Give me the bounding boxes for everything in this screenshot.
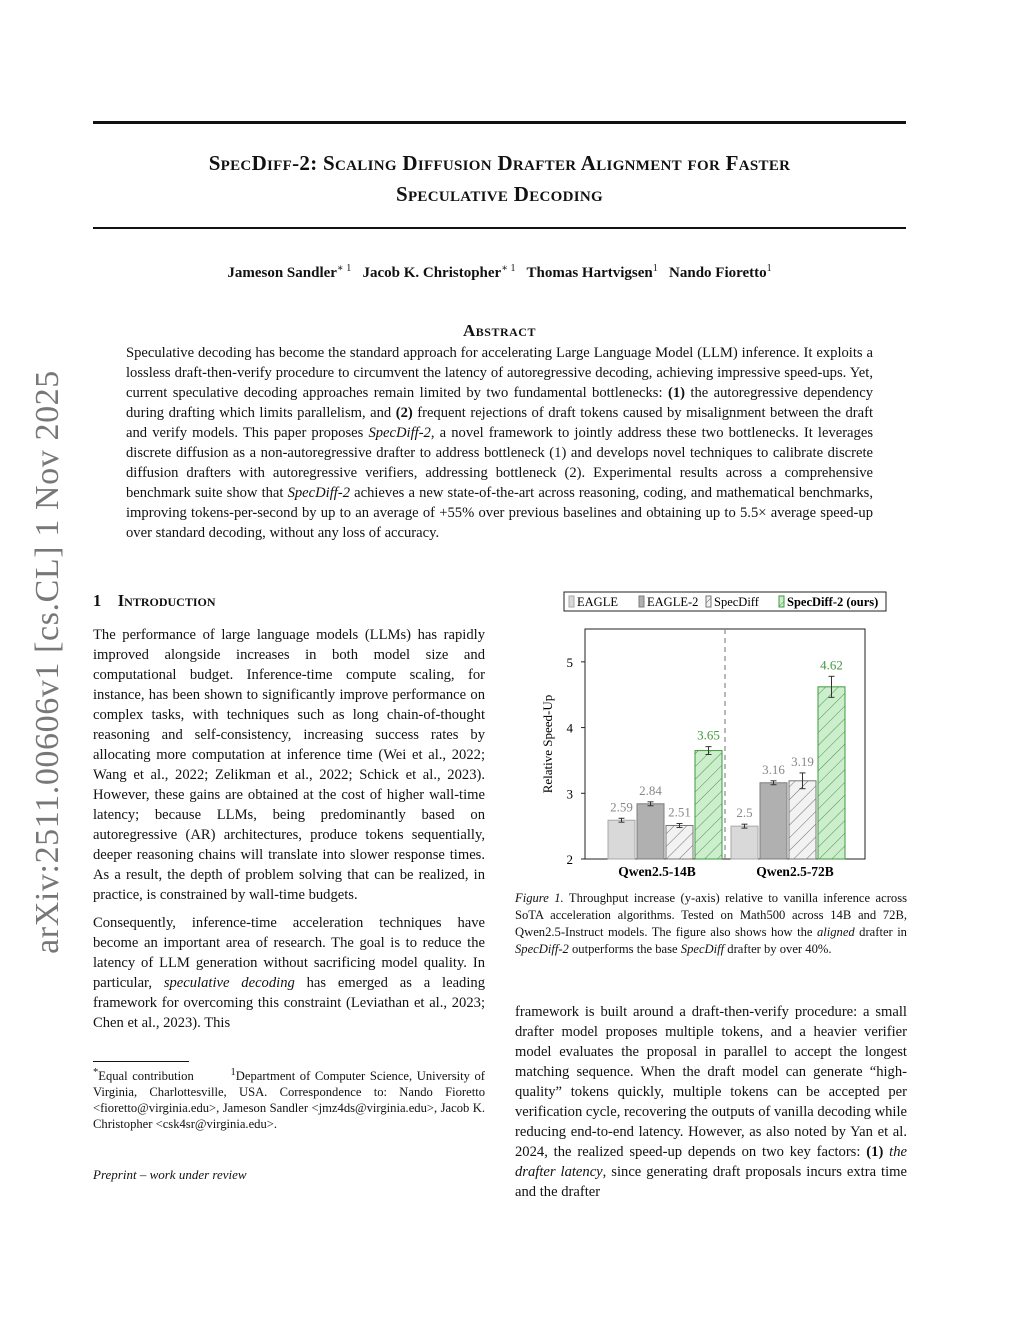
- bar-value-label: 2.59: [610, 799, 633, 815]
- intro-right-column: [515, 1002, 907, 1202]
- right-column-text: framework is built around a draft-then-verify procedure: a small drafter model proposes multiple tokens, and a heavier verifier model evaluates the proposal in parallel to accept the longest matching sequence. When the draft model can generate “high-quality” tokens quickly, multiple tokens can be accepted per verification cycle, recovering the outputs of vanilla decoding while reducing end-to-end latency. However, as also noted by Yan et al. 2024, the realized speed-up depends on two key factors:: [515, 1004, 907, 1160]
- legend-label: EAGLE-2: [647, 595, 699, 609]
- bar-value-label: 2.5: [736, 805, 753, 821]
- legend-label: SpecDiff-2 (ours): [787, 595, 879, 609]
- bar-value-label: 3.19: [791, 753, 814, 769]
- x-category-label: Qwen2.5-72B: [756, 864, 834, 879]
- arxiv-stamp: arXiv:2511.00606v1 [cs.CL] 1 Nov 2025: [29, 370, 66, 954]
- intro-paragraph-1: The performance of large language models (LLMs) has rapidly improved alongside increases in both model size and computational budget. Inference-time compute scaling, for instance, has been shown to significantly improve performance on complex tasks, with techniques such as long chain-of-thought reasoning and self-consistency, increasing success rates by allocating more computation at inference time (Wei et al., 2022; Wang et al., 2022; Zelikman et al., 2022; Schick et al., 2023). However, these gains are obtained at the cost of higher wall-time latency; because LLMs, being predominantly based on autoregressive (AR) architectures, produce tokens sequentially, deeper reasoning chains will translate into slower response times. As a result, the depth of problem solving that can be realized, in practice, is constrained by wall-time budgets.: [93, 627, 485, 903]
- footnote-text: Equal contribution: [98, 1069, 199, 1084]
- caption-label: Figure 1.: [515, 891, 564, 905]
- author-name: Jameson Sandler: [227, 265, 337, 281]
- title-line-2: Speculative Decoding: [395, 182, 603, 206]
- abstract-text: achieves a new state-of-the-art across reasoning, coding, and mathematical benchmarks, improving tokens-per-second by up to an average of +55% over previous baselines and obtaining up to 5.5× average speed-up over standard decoding, without any loss of accuracy.: [126, 485, 873, 541]
- author-name: Thomas Hartvigsen: [526, 265, 653, 281]
- bar-value-label: 4.62: [820, 657, 843, 673]
- legend-swatch: [779, 596, 784, 607]
- title-line-1: SpecDiff-2: Scaling Diffusion Drafter Alignment for Faster: [208, 151, 791, 175]
- caption-text: drafter by over 40%.: [724, 942, 832, 956]
- y-tick-label: 3: [566, 786, 573, 802]
- legend-label: SpecDiff: [714, 595, 759, 609]
- author-list: [93, 263, 906, 282]
- caption-text: Throughput increase (y-axis) relative to vanilla inference across SoTA acceleration algorithms. Tested on Math500 across 14B and 72B, Qwen2.5-Instruct models. The figure also shows how the: [515, 891, 907, 939]
- footnote: [93, 1065, 485, 1132]
- section-number: 1: [93, 591, 102, 610]
- y-tick-label: 5: [566, 654, 573, 670]
- bar-eagle-1: [731, 826, 758, 859]
- intro-italic: speculative decoding: [163, 975, 295, 991]
- abstract-italic: SpecDiff-2: [368, 425, 431, 441]
- footnote-mark: *: [93, 1067, 99, 1078]
- bar-eagle-0: [608, 820, 635, 859]
- footnote-text: Department of Computer Science, University of Virginia, Charlottesville, USA. Correspondence to: Nando Fioretto <fioretto@virginia.edu>, Jameson Sandler <jmz4ds@virginia.edu>, Jacob K. Christopher <csk4sr@virginia.edu>.: [93, 1069, 485, 1132]
- caption-text: drafter in: [854, 925, 907, 939]
- legend-swatch: [706, 596, 711, 607]
- author-name: Jacob K. Christopher: [362, 265, 502, 281]
- bar-value-label: 2.84: [639, 782, 662, 798]
- bar-specdiff-2-ours--1: [818, 687, 845, 859]
- y-tick-label: 2: [566, 852, 573, 867]
- intro-text: Consequently, inference-time acceleration techniques have become an important area of research. The goal is to reduce the latency of LLM generation without sacrificing model quality. In particular,: [93, 915, 485, 991]
- paper-title: [93, 148, 906, 210]
- intro-text: has emerged as a leading framework for overcoming this constraint (Leviathan et al., 2023; Chen et al., 2023). This: [93, 975, 485, 1031]
- abstract-text: frequent rejections of draft tokens caused by misalignment between the draft and verify models. This paper proposes: [126, 405, 873, 441]
- footnote-mark: 1: [230, 1067, 236, 1078]
- bar-value-label: 3.16: [762, 761, 785, 777]
- section-heading: [93, 591, 216, 611]
- author-mark: 1: [766, 263, 772, 274]
- bar-specdiff-2-ours--0: [695, 751, 722, 859]
- figure-caption: [515, 890, 907, 958]
- section-title: Introduction: [117, 591, 216, 610]
- caption-italic: aligned: [816, 925, 855, 939]
- abstract-italic: SpecDiff-2: [287, 485, 350, 501]
- footnote-rule: [93, 1061, 189, 1062]
- bar-value-label: 3.65: [697, 727, 720, 743]
- abstract-text: the autoregressive dependency during drafting which limits parallelism, and: [126, 385, 874, 421]
- abstract-bold: (2): [395, 405, 413, 421]
- author-mark: 1: [652, 263, 658, 274]
- abstract-text: Speculative decoding has become the standard approach for accelerating Large Language Model (LLM) inference. It exploits a lossless draft-then-verify procedure to circumvent the latency of autoregressive decoding, achieving impressive speed-ups. Yet, current speculative decoding approaches remain limited by two fundamental bottlenecks:: [126, 345, 873, 401]
- abstract-bold: (1): [667, 385, 685, 401]
- preprint-note: Preprint – work under review: [93, 1167, 247, 1182]
- author-name: Nando Fioretto: [669, 265, 767, 281]
- intro-left-column: [93, 625, 485, 1033]
- author-mark: ∗ 1: [336, 263, 352, 274]
- y-tick-label: 4: [566, 720, 573, 736]
- right-column-text: , since generating draft proposals incurs extra time and the drafter: [515, 1164, 907, 1200]
- abstract-body: [126, 343, 873, 543]
- right-column-italic: the drafter latency: [515, 1144, 908, 1180]
- caption-text: outperforms the base: [568, 942, 681, 956]
- title-top-rule: [93, 121, 906, 124]
- legend-swatch: [639, 596, 644, 607]
- right-column-bold: (1): [866, 1144, 884, 1160]
- bar-specdiff-0: [666, 825, 693, 859]
- abstract-text: , a novel framework to jointly address these two bottlenecks. It leverages discrete diffusion as a non-autoregressive drafter to address bottleneck (1) and develops novel techniques to calibrate discrete diffusion drafters with autoregressive verifiers, addressing bottleneck (2). Experimental results across a comprehensive benchmark suite show that: [126, 425, 873, 501]
- bar-eagle-2-0: [637, 804, 664, 859]
- x-category-label: Qwen2.5-14B: [618, 864, 696, 879]
- author-mark: ∗ 1: [501, 263, 516, 274]
- bar-eagle-2-1: [760, 783, 787, 859]
- y-axis-label: Relative Speed-Up: [540, 694, 555, 794]
- legend-swatch: [569, 596, 574, 607]
- legend-label: EAGLE: [577, 595, 618, 609]
- bar-specdiff-1: [789, 781, 816, 859]
- bar-value-label: 2.51: [668, 804, 691, 820]
- intro-paragraph-2: [93, 913, 485, 1033]
- caption-italic: SpecDiff: [680, 942, 725, 956]
- caption-italic: SpecDiff-2: [515, 942, 569, 956]
- speedup-bar-chart: [515, 590, 907, 880]
- title-bottom-rule: [93, 227, 906, 229]
- abstract-heading: Abstract: [463, 321, 536, 340]
